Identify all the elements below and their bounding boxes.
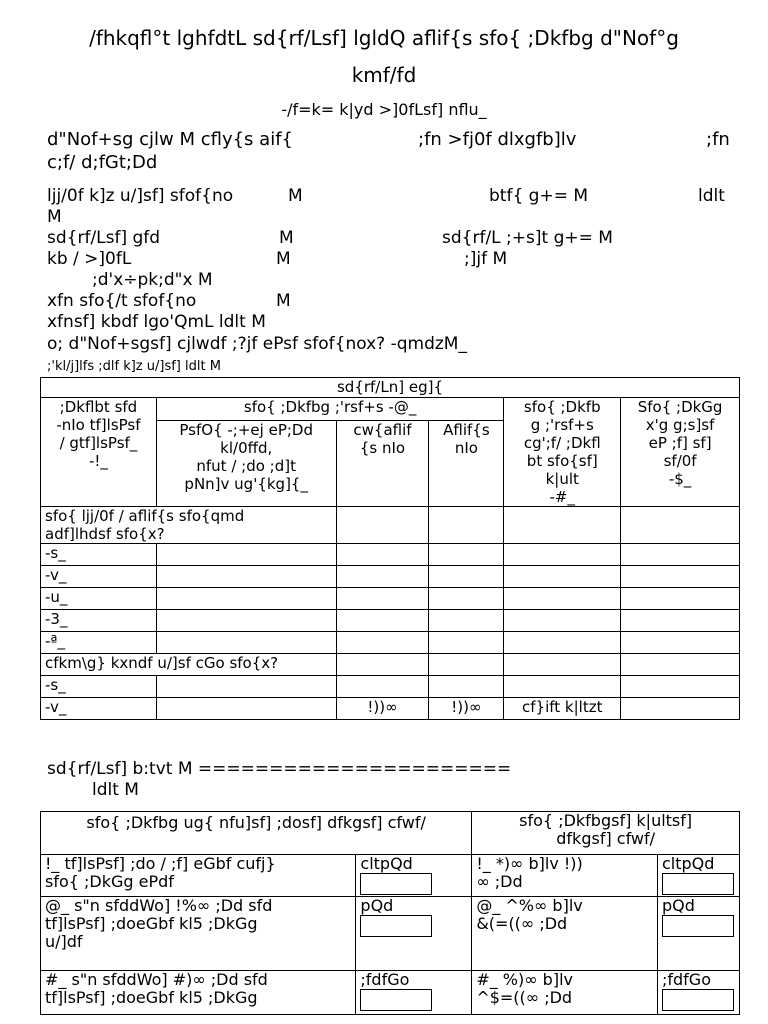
time-criterion-2: @_ s"n sfddWo] !%∞ ;Dd sfd tf]lsPsf] ;doeGbf kl5 ;DkGg u/]df [41,897,356,971]
column-header-progress: sfo{ ;Dkfb g ;'rsf+s cg';f/ ;Dkfl bt sfo{sf] k|ult -#_ [504,398,621,507]
row-label: -v_ [41,698,157,720]
form-title-line2: kmf/fd [351,63,417,87]
column-header-annual-target: Aflif{s nIo [429,421,504,507]
employee-work-table [40,377,740,720]
performance-basis-table [40,811,740,1015]
time-criterion-1: !_ tf]lsPsf] ;do / ;f] eGbf cufj} sfo{ ;DkGg ePdf [41,855,356,897]
table-caption: sd{rf/Ln] eg]{ [41,378,740,398]
row-label: -s_ [41,676,157,698]
row-label: -3_ [41,610,157,632]
row-label: -ª_ [41,632,157,654]
supervisor-submission-date-label: ;'kl/j]lfs ;dlf k]z u/]sf] ldlt M [47,359,221,374]
colon: M [276,291,291,311]
evaluation-period-label: d"Nof+sg cjlw M cfly{s aif{ [47,129,293,150]
score-box[interactable] [360,915,432,937]
employee-code-label: sd{rf/L ;+s]t g+= M [442,228,613,248]
employee-name-label: sd{rf/Lsf] gfd [47,228,161,248]
registration-number-label: btf{ g+= M [489,186,589,206]
score-box[interactable] [662,915,734,937]
progress-criterion-2: @_ ^%∞ b]lv &(=((∞ ;Dd [472,897,658,971]
section-other-work: cfkm\g} kxndf u/]sf cGo sfo{x? [41,654,337,676]
column-header-half-year-target: cw{aflif {s nIo [336,421,429,507]
date-label: ldlt [698,186,725,206]
grade-cell: ;fdfGo [356,971,472,1015]
form-title: /fhkqfl°t lghfdtL sd{rf/Lsf] lgldQ aflif{s sfo{ ;Dkfbg d"Nof°g [89,26,679,50]
colon: M [276,249,291,269]
grade-cell: pQd [657,897,739,971]
column-header-unit: PsfO{ -;+ej eP;Dd kl/0ffd, nfut / ;do ;d]t pNn]v ug'{kg]{_ [156,421,336,507]
score-box[interactable] [662,989,734,1011]
service-label: ;]jf M [464,249,508,269]
progress-criterion-3: #_ %)∞ b]lv ^$=((∞ ;Dd [472,971,658,1015]
total-half-year-target: !))∞ [336,698,429,720]
transferred-offices-label: o; d"Nof+sgsf] cjlwdf ;?jf ePsf sfof{nox? -qmdzM_ [47,334,467,354]
evaluation-period-to: c;f/ d;fGt;Dd [47,152,158,173]
section-annual-program: sfo{ ljj/0f / aflif{s sfo{qmd adf]lhdsf sfo{x? [41,507,337,544]
current-office-label: xfn sfo{/t sfof{no [47,291,197,311]
group-subgroup-label: ;d'x÷pk;d"x M [92,270,213,290]
header-progress-basis: sfo{ ;Dkfbgsf] k|ultsf] dfkgsf] cfwf/ [472,812,740,855]
grade-cell: pQd [356,897,472,971]
row-label: -v_ [41,566,157,588]
column-group-performance-indicator: sfo{ ;Dkfbg ;'rsf+s -@_ [156,398,503,421]
header-time-basis: sfo{ ;Dkfbg ug{ nfu]sf] ;dosf] dfkgsf] cfwf/ [41,812,472,855]
column-header-work-done: ;Dkflbt sfd -nIo tf]lsPsf / gtf]lsPsf_ -!_ [41,398,157,507]
average-percent: cf}ift k|ltzt [504,698,621,720]
post-level-label: kb / >]0fL [47,249,132,269]
row-label: -u_ [41,588,157,610]
form-subtitle: -/f=k= k|yd >]0fLsf] nflu_ [281,100,487,119]
column-header-reason: Sfo{ ;DkGg x'g g;s]sf eP ;f] sf] sf/0f -$_ [621,398,740,507]
colon: M [288,186,303,206]
total-annual-target: !))∞ [429,698,504,720]
grade-cell: ;fdfGo [657,971,739,1015]
time-criterion-3: #_ s"n sfddWo] #)∞ ;Dd sfd tf]lsPsf] ;doeGbf kl5 ;DkGg [41,971,356,1015]
evaluation-period-from: ;fn >fj0f dlxgfb]lv [418,129,577,150]
signature-date-label: ldlt M [92,780,139,800]
colon: M [279,228,294,248]
score-box[interactable] [360,873,432,895]
appointment-date-label: xfnsf] kbdf lgo'QmL ldlt M [47,312,266,332]
row-label: -s_ [41,544,157,566]
score-box[interactable] [360,989,432,1011]
grade-cell: cltpQd [356,855,472,897]
employee-signature-line: sd{rf/Lsf] b:tvt M ====================== [47,759,512,779]
progress-criterion-1: !_ *)∞ b]lv !)) ∞ ;Dd [472,855,658,897]
evaluation-period-year: ;fn [706,129,730,150]
score-box[interactable] [662,873,734,895]
grade-cell: cltpQd [657,855,739,897]
colon: M [47,207,62,227]
submitting-office-label: ljj/0f k]z u/]sf] sfof{no [47,186,234,206]
